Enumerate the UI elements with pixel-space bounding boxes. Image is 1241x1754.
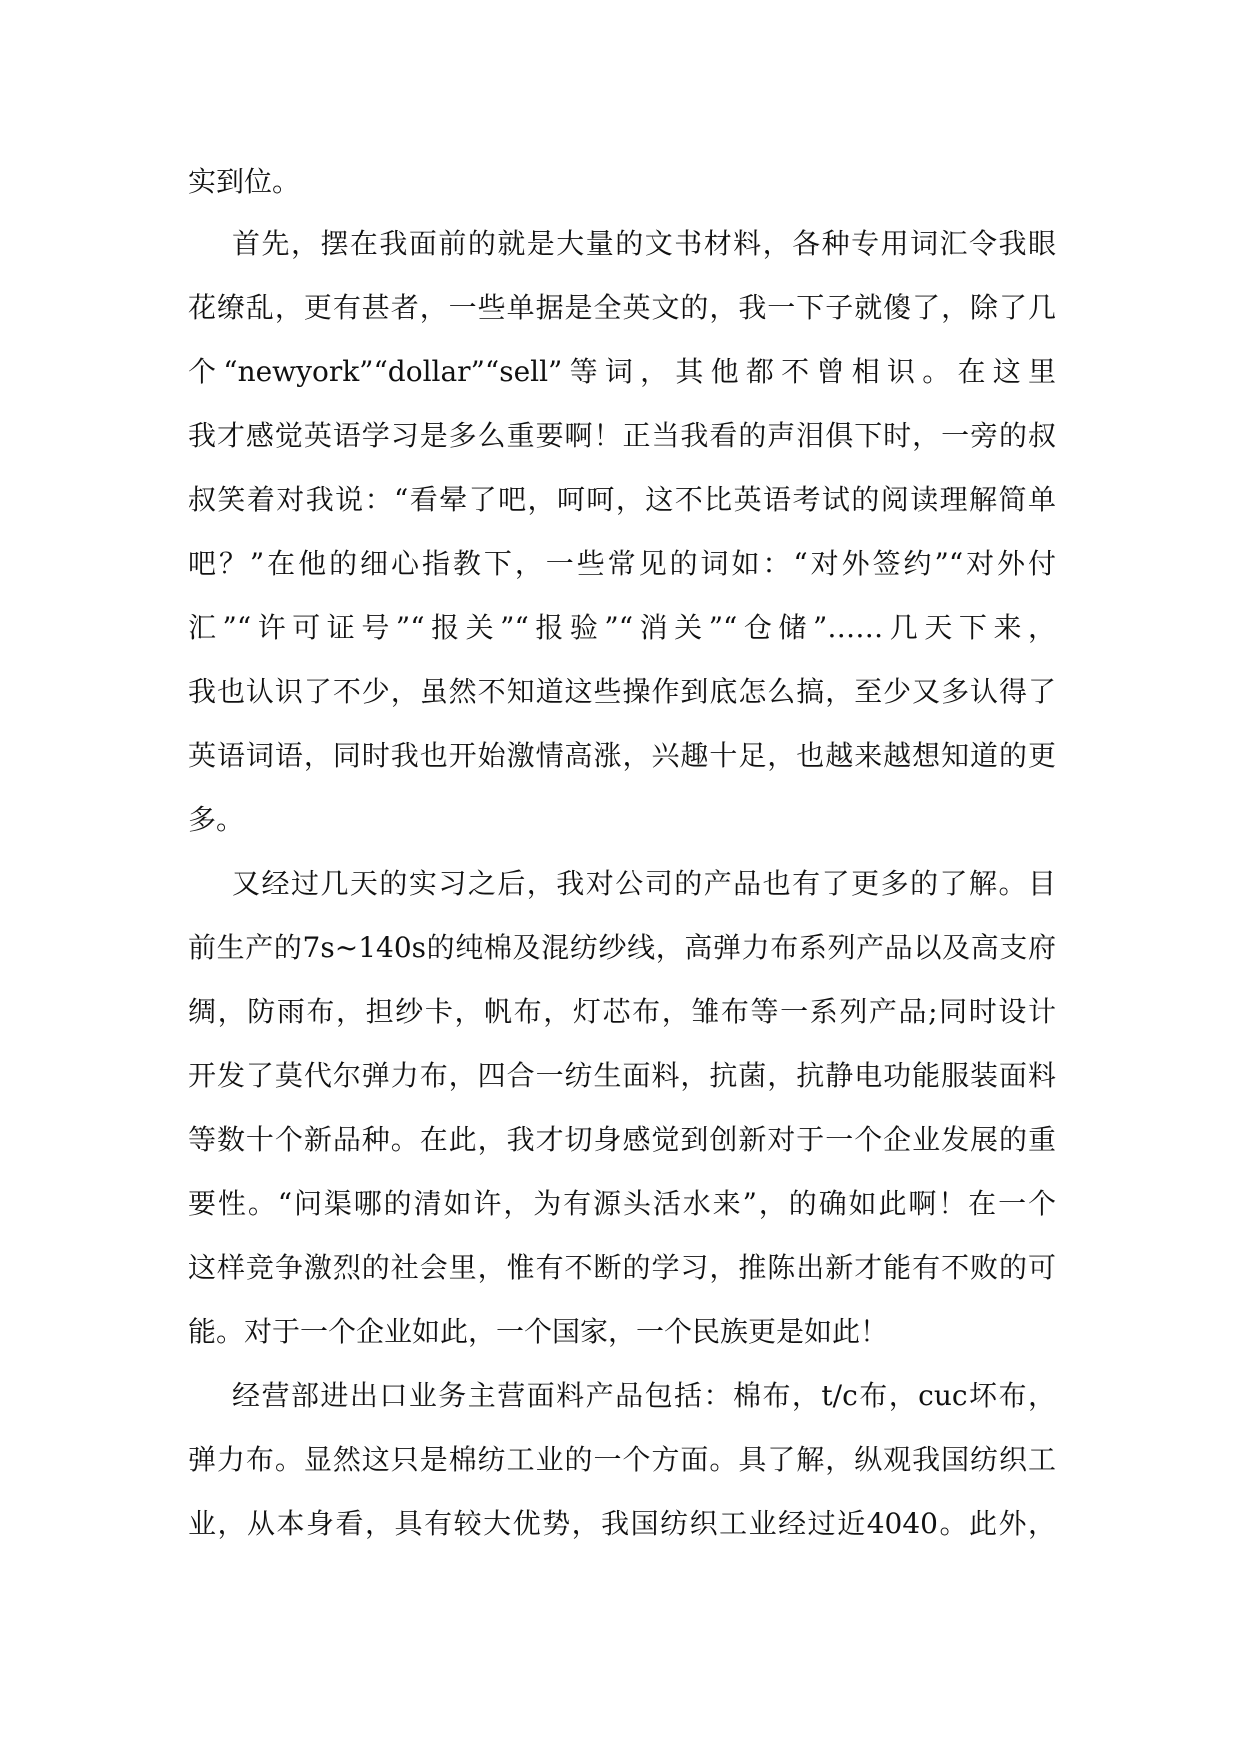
text-line: 又经过几天的实习之后，我对公司的产品也有了更多的了解。目 <box>232 867 1056 900</box>
text-line: 等数十个新品种。在此，我才切身感觉到创新对于一个企业发展的重 <box>188 1123 1056 1156</box>
text-line: 个“newyork”“dollar”“sell”等词，其他都不曾相识。在这里 <box>188 355 1056 388</box>
text-line: 吧？”在他的细心指教下，一些常见的词如：“对外签约”“对外付 <box>188 547 1056 580</box>
text-line: 花缭乱，更有甚者，一些单据是全英文的，我一下子就傻了，除了几 <box>188 291 1056 324</box>
text-line: 前生产的7s~140s的纯棉及混纺纱线，高弹力布系列产品以及高支府 <box>188 931 1056 964</box>
text-line: 叔笑着对我说：“看晕了吧，呵呵，这不比英语考试的阅读理解简单 <box>188 483 1056 516</box>
text-line: 英语词语，同时我也开始激情高涨，兴趣十足，也越来越想知道的更 <box>188 739 1056 772</box>
text-line: 多。 <box>188 803 245 836</box>
text-line: 要性。“问渠哪的清如许，为有源头活水来”，的确如此啊！在一个 <box>188 1187 1056 1220</box>
document-body <box>188 160 1056 1566</box>
text-line: 这样竞争激烈的社会里，惟有不断的学习，推陈出新才能有不败的可 <box>188 1251 1056 1284</box>
text-line: 弹力布。显然这只是棉纺工业的一个方面。具了解，纵观我国纺织工 <box>188 1443 1056 1476</box>
text-line: 我也认识了不少，虽然不知道这些操作到底怎么搞，至少又多认得了 <box>188 675 1056 708</box>
text-line: 实到位。 <box>188 165 301 198</box>
text-line: 首先，摆在我面前的就是大量的文书材料，各种专用词汇令我眼 <box>232 227 1056 260</box>
text-line: 绸，防雨布，担纱卡，帆布，灯芯布，雏布等一系列产品;同时设计 <box>188 995 1056 1028</box>
text-line: 我才感觉英语学习是多么重要啊！正当我看的声泪俱下时，一旁的叔 <box>188 419 1056 452</box>
text-line: 经营部进出口业务主营面料产品包括：棉布，t/c布，cuc坏布， <box>232 1379 1056 1412</box>
text-line: 业，从本身看，具有较大优势，我国纺织工业经过近4040。此外， <box>188 1507 1056 1540</box>
text-line: 能。对于一个企业如此，一个国家，一个民族更是如此！ <box>188 1315 889 1348</box>
text-line: 汇”“许可证号”“报关”“报验”“消关”“仓储”……几天下来， <box>188 611 1056 644</box>
text-line: 开发了莫代尔弹力布，四合一纺生面料，抗菌，抗静电功能服装面料 <box>188 1059 1056 1092</box>
